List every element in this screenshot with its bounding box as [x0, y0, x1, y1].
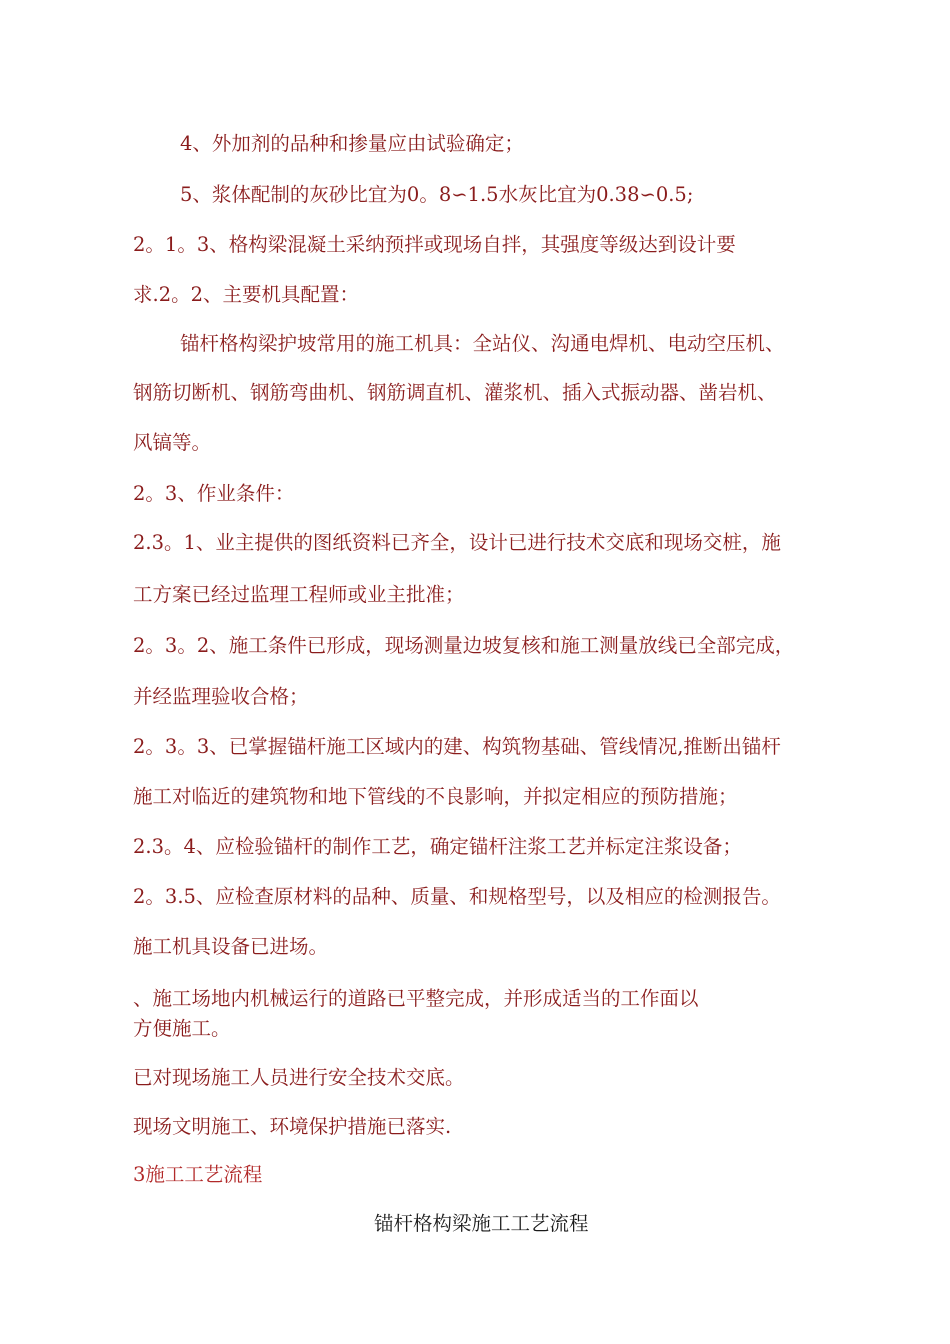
text-line: 2。3.5、应检查原材料的品种、质量、和规格型号，以及相应的检测报告。: [133, 885, 781, 908]
text-line: 2。3、作业条件：: [133, 482, 295, 505]
text-line: 并经监理验收合格；: [133, 685, 309, 708]
text-line: 风镐等。: [133, 431, 212, 454]
text-line: 5、浆体配制的灰砂比宜为0。8∽1.5水灰比宜为0.38∽0.5;: [180, 183, 694, 206]
text-line: 钢筋切断机、钢筋弯曲机、钢筋调直机、灌浆机、插入式振动器、凿岩机、: [133, 381, 777, 404]
text-line: 方便施工。: [133, 1017, 231, 1040]
text-line: 施工对临近的建筑物和地下管线的不良影响，并拟定相应的预防措施；: [133, 785, 738, 808]
text-line: 求.2。2、主要机具配置：: [133, 283, 360, 306]
text-line: 2。3。3、已掌握锚杆施工区域内的建、构筑物基础、管线情况,推断出锚杆: [133, 735, 781, 758]
text-line: 锚杆格构梁护坡常用的施工机具：全站仪、沟通电焊机、电动空压机、: [180, 332, 785, 355]
text-line: 4、外加剂的品种和掺量应由试验确定；: [180, 132, 524, 155]
text-line: 施工机具设备已进场。: [133, 935, 329, 958]
text-line: 2。1。3、格构梁混凝土采纳预拌或现场自拌，其强度等级达到设计要: [133, 233, 736, 256]
text-line: 现场文明施工、环境保护措施已落实.: [133, 1115, 452, 1138]
text-line: 已对现场施工人员进行安全技术交底。: [133, 1066, 465, 1089]
text-line: 工方案已经过监理工程师或业主批准；: [133, 583, 465, 606]
text-line: 、施工场地内机械运行的道路已平整完成，并形成适当的工作面以: [133, 987, 699, 1010]
text-line: 2.3。1、业主提供的图纸资料已齐全，设计已进行技术交底和现场交桩，施: [133, 531, 781, 554]
section-heading: 3施工工艺流程: [133, 1163, 263, 1186]
text-line: 2。3。2、施工条件已形成，现场测量边坡复核和施工测量放线已全部完成，: [133, 634, 795, 657]
figure-title: 锚杆格构梁施工工艺流程: [374, 1212, 589, 1235]
text-line: 2.3。4、应检验锚杆的制作工艺，确定锚杆注浆工艺并标定注浆设备；: [133, 835, 742, 858]
